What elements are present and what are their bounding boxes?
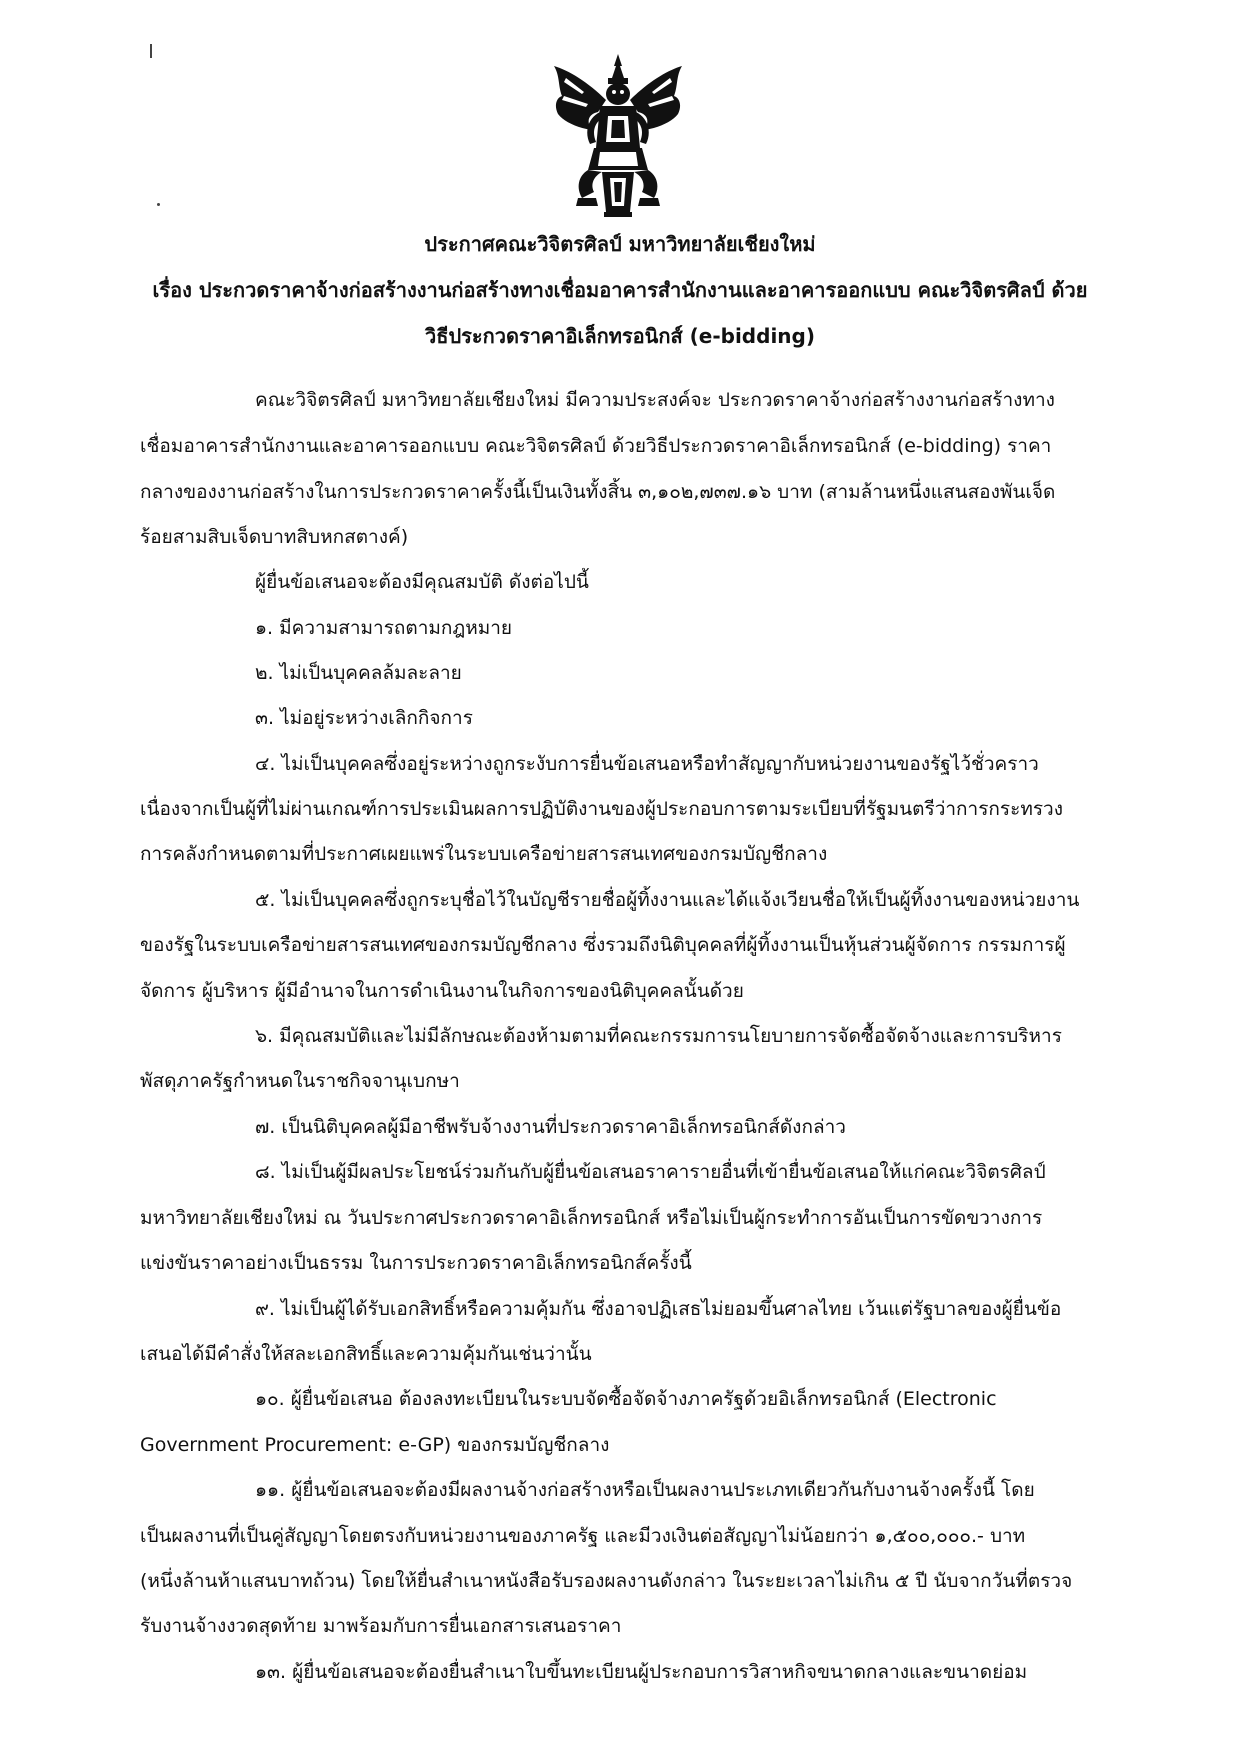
qualifications-intro: ผู้ยื่นข้อเสนอจะต้องมีคุณสมบัติ ดังต่อไปนี้ <box>255 571 589 593</box>
body-line: มหาวิทยาลัยเชียงใหม่ ณ วันประกาศประกวดราคาอิเล็กทรอนิกส์ หรือไม่เป็นผู้กระทำการอันเป็นการขัดขวางการ <box>140 1207 1043 1229</box>
body-line: แข่งขันราคาอย่างเป็นธรรม ในการประกวดราคาอิเล็กทรอนิกส์ครั้งนี้ <box>140 1252 692 1274</box>
body-line: เป็นผลงานที่เป็นคู่สัญญาโดยตรงกับหน่วยงานของภาครัฐ และมีวงเงินต่อสัญญาไม่น้อยกว่า ๑,๕๐๐,๐๐๐.- บาท <box>140 1525 1026 1547</box>
scan-dot <box>157 203 160 206</box>
announcement-subject-cont: วิธีประกวดราคาอิเล็กทรอนิกส์ (e-bidding) <box>425 324 815 348</box>
body-line: เนื่องจากเป็นผู้ที่ไม่ผ่านเกณฑ์การประเมินผลการปฏิบัติงานของผู้ประกอบการตามระเบียบที่รัฐมนตรีว่าการกระทรวง <box>140 798 1064 820</box>
list-item: ๕. ไม่เป็นบุคคลซึ่งถูกระบุชื่อไว้ในบัญชีรายชื่อผู้ทิ้งงานและได้แจ้งเวียนชื่อให้เป็นผู้ทิ้งงานของหน่วยงาน <box>255 889 1080 911</box>
list-item: ๑๓. ผู้ยื่นข้อเสนอจะต้องยื่นสำเนาใบขึ้นทะเบียนผู้ประกอบการวิสาหกิจขนาดกลางและขนาดย่อม <box>255 1661 1028 1683</box>
list-item: ๙. ไม่เป็นผู้ได้รับเอกสิทธิ์หรือความคุ้มกัน ซึ่งอาจปฏิเสธไม่ยอมขึ้นศาลไทย เว้นแต่รัฐบาลของผู้ยื่นข้อ <box>255 1298 1062 1320</box>
body-line: คณะวิจิตรศิลป์ มหาวิทยาลัยเชียงใหม่ มีความประสงค์จะ ประกวดราคาจ้างก่อสร้างงานก่อสร้างทาง <box>255 389 1055 411</box>
list-item: ๒. ไม่เป็นบุคคลล้มละลาย <box>255 662 462 684</box>
list-item: ๑๐. ผู้ยื่นข้อเสนอ ต้องลงทะเบียนในระบบจัดซื้อจัดจ้างภาครัฐด้วยอิเล็กทรอนิกส์ (Electronic <box>255 1388 997 1410</box>
body-line: เสนอได้มีคำสั่งให้สละเอกสิทธิ์และความคุ้มกันเช่นว่านั้น <box>140 1343 592 1365</box>
announcement-title: ประกาศคณะวิจิตรศิลป์ มหาวิทยาลัยเชียงใหม่ <box>424 232 816 256</box>
list-item: ๖. มีคุณสมบัติและไม่มีลักษณะต้องห้ามตามที่คณะกรรมการนโยบายการจัดซื้อจัดจ้างและการบริหาร <box>255 1025 1062 1047</box>
body-line: รับงานจ้างงวดสุดท้าย มาพร้อมกับการยื่นเอกสารเสนอราคา <box>140 1615 622 1637</box>
body-line: ของรัฐในระบบเครือข่ายสารสนเทศของกรมบัญชีกลาง ซึ่งรวมถึงนิติบุคคลที่ผู้ทิ้งงานเป็นหุ้นส่วนผู้จัดการ กรรมการผู้ <box>140 934 1066 956</box>
body-line: จัดการ ผู้บริหาร ผู้มีอำนาจในการดำเนินงานในกิจการของนิติบุคคลนั้นด้วย <box>140 980 744 1002</box>
body-line: กลางของงานก่อสร้างในการประกวดราคาครั้งนี้เป็นเงินทั้งสิ้น ๓,๑๐๒,๗๓๗.๑๖ บาท (สามล้านหนึ่งแสนสองพันเจ็ด <box>140 481 1056 503</box>
scan-mark <box>150 44 152 58</box>
announcement-subject: เรื่อง ประกวดราคาจ้างก่อสร้างงานก่อสร้างทางเชื่อมอาคารสำนักงานและอาคารออกแบบ คณะวิจิตรศิลป์ ด้วย <box>152 278 1088 302</box>
list-item: ๓. ไม่อยู่ระหว่างเลิกกิจการ <box>255 707 473 729</box>
body-line: พัสดุภาครัฐกำหนดในราชกิจจานุเบกษา <box>140 1070 460 1092</box>
list-item: ๑๑. ผู้ยื่นข้อเสนอจะต้องมีผลงานจ้างก่อสร้างหรือเป็นผลงานประเภทเดียวกันกับงานจ้างครั้งนี้ โดย <box>255 1479 1035 1501</box>
list-item: ๘. ไม่เป็นผู้มีผลประโยชน์ร่วมกันกับผู้ยื่นข้อเสนอราคารายอื่นที่เข้ายื่นข้อเสนอให้แก่คณะวิจิตรศิลป์ <box>255 1161 1046 1183</box>
list-item: ๑. มีความสามารถตามกฎหมาย <box>255 617 513 639</box>
body-line: การคลังกำหนดตามที่ประกาศเผยแพร่ในระบบเครือข่ายสารสนเทศของกรมบัญชีกลาง <box>140 843 828 865</box>
list-item: ๔. ไม่เป็นบุคคลซึ่งอยู่ระหว่างถูกระงับการยื่นข้อเสนอหรือทำสัญญากับหน่วยงานของรัฐไว้ชั่วคราว <box>255 753 1039 775</box>
body-line: ร้อยสามสิบเจ็ดบาทสิบหกสตางค์) <box>140 526 409 548</box>
garuda-emblem-icon <box>548 52 688 218</box>
body-line: เชื่อมอาคารสำนักงานและอาคารออกแบบ คณะวิจิตรศิลป์ ด้วยวิธีประกวดราคาอิเล็กทรอนิกส์ (e-bidding) ราคา <box>140 435 1052 457</box>
body-line: Government Procurement: e-GP) ของกรมบัญชีกลาง <box>140 1434 610 1456</box>
list-item: ๗. เป็นนิติบุคคลผู้มีอาชีพรับจ้างงานที่ประกวดราคาอิเล็กทรอนิกส์ดังกล่าว <box>255 1116 846 1138</box>
body-line: (หนึ่งล้านห้าแสนบาทถ้วน) โดยให้ยื่นสำเนาหนังสือรับรองผลงานดังกล่าว ในระยะเวลาไม่เกิน ๕ ปี นับจากวันที่ตรวจ <box>140 1570 1073 1592</box>
